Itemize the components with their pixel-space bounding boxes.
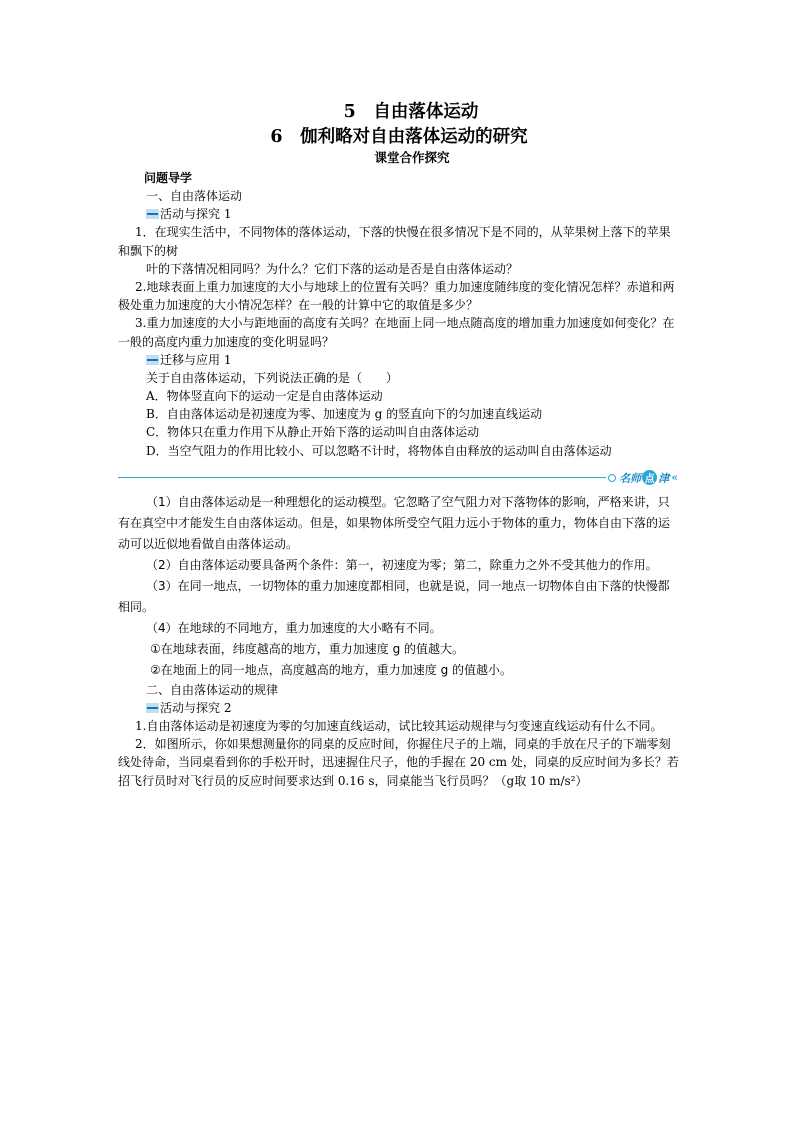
section-title-6: 6 伽利略对自由落体运动的研究	[270, 127, 528, 147]
section-heading-2: 二、自由落体运动的规律	[146, 682, 279, 697]
activity-tag-1	[118, 205, 680, 223]
activity-label: 活动与探究 2	[160, 701, 232, 716]
note-4b: ②在地面上的同一地点，高度越高的地方，重力加速度 g 的值越小。	[150, 662, 513, 677]
mcq-stem: 关于自由落体运动，下列说法正确的是（ ）	[146, 370, 399, 385]
question-3: 3.重力加速度的大小与距地面的高度有关吗？在地面上同一地点随高度的增加重力加速度如何变化？在一般的高度内重力加速度的变化明显吗？	[118, 316, 675, 349]
banner-rule	[118, 477, 606, 478]
note-4: （4）在地球的不同地方，重力加速度的大小略有不同。	[146, 620, 442, 635]
page-subtitle: 课堂合作探究	[374, 150, 450, 165]
activity-marker-icon	[146, 209, 159, 219]
section-heading-1: 一、自由落体运动	[146, 189, 243, 204]
activity2-question-2: 2．如图所示，你如果想测量你的同桌的反应时间，你握住尺子的上端，同桌的手放在尺子的下端零刻线处待命，当同桌看到你的手松开时，迅速握住尺子，他的手握在 20 cm 处，同桌的反应时间为多长？若招飞行员时对飞行员的反应时间要求达到 0.16 s，同桌能当飞行员吗？（g取 10 m/s²）	[118, 737, 679, 788]
activity2-question-1: 1.自由落体运动是初速度为零的匀加速直线运动，试比较其运动规律与匀变速直线运动有什么不同。	[135, 719, 663, 734]
heading-guide: 问题导学	[144, 171, 193, 185]
activity-tag-2	[118, 699, 680, 717]
banner-dot-icon	[608, 474, 616, 482]
teacher-tips-banner	[118, 469, 680, 487]
double-chevron-icon: ‹‹	[671, 471, 676, 485]
mcq-option-d: D．当空气阻力的作用比较小、可以忽略不计时，将物体自由释放的运动叫自由落体运动	[146, 443, 612, 458]
document-page	[118, 100, 680, 790]
activity-marker-icon	[146, 703, 159, 713]
banner-text-pre: 名师	[619, 471, 642, 485]
question-2: 2.地球表面上重力加速度的大小与地球上的位置有关吗？重力加速度随纬度的变化情况怎样？赤道和两极处重力加速度的大小情况怎样？在一般的计算中它的取值是多少？	[118, 280, 675, 313]
mcq-option-a: A．物体竖直向下的运动一定是自由落体运动	[146, 389, 383, 404]
transfer-label: 迁移与应用 1	[160, 352, 232, 367]
transfer-tag-1	[118, 351, 680, 369]
note-1: （1）自由落体运动是一种理想化的运动模型。它忽略了空气阻力对下落物体的影响，严格来讲，只有在真空中才能发生自由落体运动。但是，如果物体所受空气阻力远小于物体的重力，物体自由下落的运动可以近似地看做自由落体运动。	[118, 494, 671, 551]
teacher-tips-badge	[608, 470, 676, 486]
banner-text-circle: 点	[642, 470, 657, 485]
note-2: （2）自由落体运动要具备两个条件：第一，初速度为零；第二，除重力之外不受其他力的作用。	[146, 557, 658, 572]
note-3: （3）在同一地点，一切物体的重力加速度都相同，也就是说，同一地点一切物体自由下落的快慢都相同。	[118, 578, 670, 614]
activity-label: 活动与探究 1	[160, 207, 232, 222]
transfer-marker-icon	[146, 355, 159, 365]
question-1-part-a: 1．在现实生活中，不同物体的落体运动，下落的快慢在很多情况下是不同的，从苹果树上落下的苹果和飘下的树	[118, 225, 671, 258]
mcq-option-b: B．自由落体运动是初速度为零、加速度为 g 的竖直向下的匀加速直线运动	[146, 407, 543, 422]
note-4a: ①在地球表面，纬度越高的地方，重力加速度 g 的值越大。	[150, 641, 465, 656]
section-title-5: 5 自由落体运动	[343, 102, 479, 122]
question-1-part-b: 叶的下落情况相同吗？为什么？它们下落的运动是否是自由落体运动？	[146, 261, 519, 276]
banner-text-post: 津	[658, 471, 670, 485]
mcq-option-c: C．物体只在重力作用下从静止开始下落的运动叫自由落体运动	[146, 425, 480, 440]
